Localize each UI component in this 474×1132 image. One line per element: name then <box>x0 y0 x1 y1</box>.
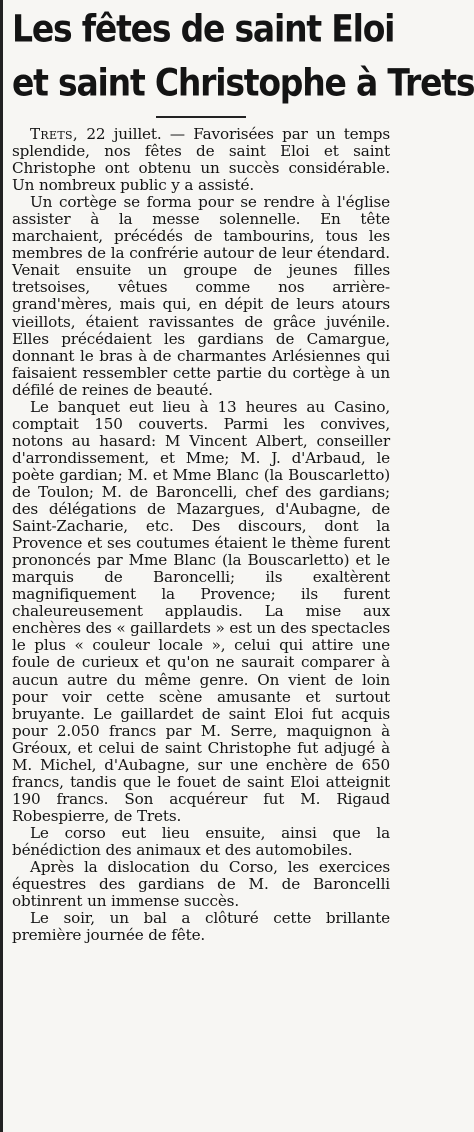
headline-line-1: Les fêtes de saint Eloi <box>12 6 395 51</box>
article-paragraph-5: Après la dislocation du Corso, les exercices équestres des gardians de M. de Baroncelli obtinrent un immense succès. <box>12 858 390 911</box>
article-paragraph-6: Le soir, un bal a clôturé cette brillante première journée de fête. <box>12 909 390 945</box>
paragraph-1-text: 22 juillet. — Favorisées par un temps splendide, nos fêtes de saint Eloi et saint Christophe ont obtenu un succès considérable. Un nombreux public y a assisté. <box>12 125 390 195</box>
article-dateline: Trets, <box>30 125 78 143</box>
article-paragraph-4: Le corso eut lieu ensuite, ainsi que la bénédiction des animaux et des automobiles. <box>12 823 390 859</box>
article-paragraph-3: Le banquet eut lieu à 13 heures au Casino, comptait 150 couverts. Parmi les convives, notons au hasard: M Vincent Albert, conseiller d'arrondissement, et Mme; M. J. d'Arbaud, le poète gardian; M. et Mme Blanc (la Bouscarletto) de Toulon; M. de Baroncelli, chef des gardians; des délégations de Mazargues, d'Aubagne, de Saint-Zacharie, etc. Des discours, dont la Provence et ses coutumes étaient le thème furent prononcés par Mme Blanc (la Bouscarletto) et le marquis de Baroncelli; ils exaltèrent magnifiquement la Provence; ils furent chaleureusement applaudis. La mise aux enchères des « gaillardets » est un des spectacles le plus « couleur locale », celui qui attire une foule de curieux et qu'on ne saurait comparer à aucun autre du même genre. On vient de loin pour voir cette scène amusante et surtout bruyante. Le gaillardet de saint Eloi fut acquis pour 2.050 francs par M. Serre, maquignon à Gréoux, et celui de saint Christophe fut adjugé à M. Michel, d'Aubagne, sur une enchère de 650 francs, tandis que le fouet de saint Eloi atteignit 190 francs. Son acquéreur fut M. Rigaud Robespierre, de Trets. <box>12 397 390 825</box>
article-body <box>12 126 390 944</box>
headline-divider <box>156 116 246 118</box>
article-headline <box>12 2 474 110</box>
article-paragraph-1 <box>12 126 390 194</box>
headline-line-2: et saint Christophe à Trets <box>12 60 474 105</box>
article-paragraph-2: Un cortège se forma pour se rendre à l'église assister à la messe solennelle. En tête marchaient, précédés de tambourins, tous les membres de la confrérie autour de leur étendard. Venait ensuite un groupe de jeunes filles tretsoises, vêtues comme nos arrière-grand'mères, mais qui, en dépit de leurs atours vieillots, étaient ravissantes de grâce juvénile. Elles précédaient les gardians de Camargue, donnant le bras à de charmantes Arlésiennes qui faisaient ressembler cette partie du cortège à un défilé de reines de beauté. <box>12 193 390 399</box>
